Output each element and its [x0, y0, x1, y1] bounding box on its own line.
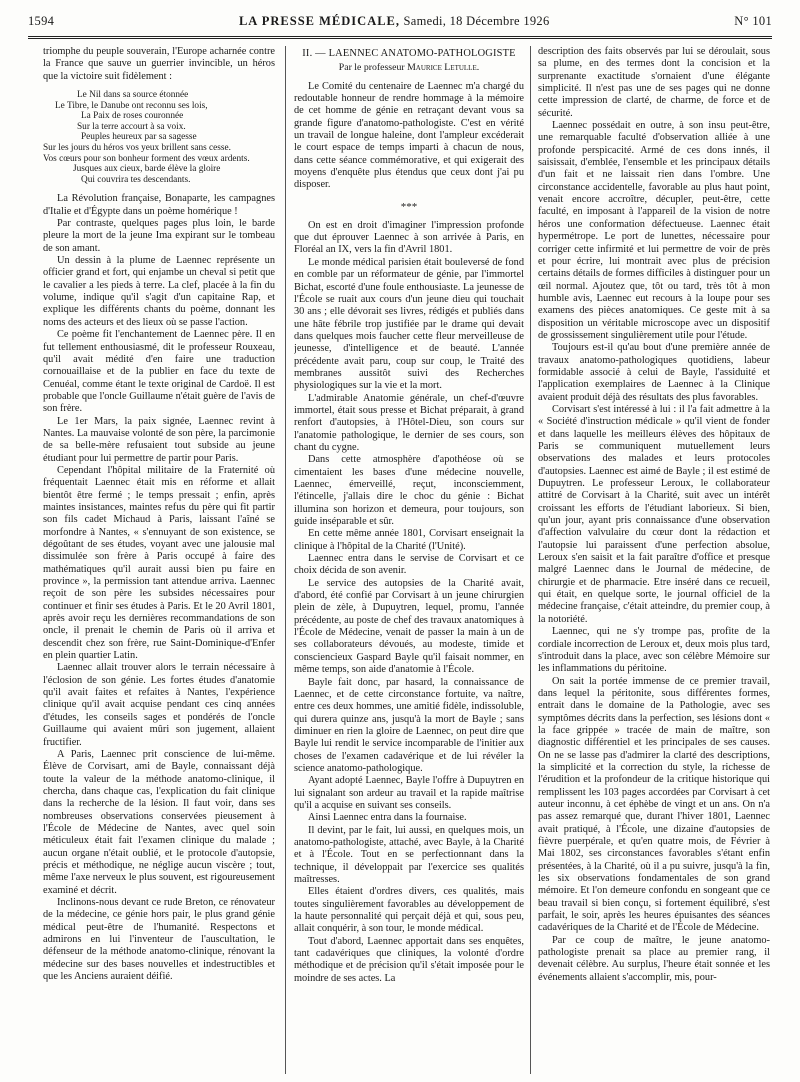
paragraph: Le service des autopsies de la Charité avait, d'abord, été confié par Corvisart à un jeune chirurgien plein de zèle, à Dupuytren, lequel, promu, l'année précédente, au poste de chef des travaux anatomiques à l'École de Médecine, venait de passer la main à un de ses collaborateurs dévoués, au modeste, timide et consciencieux Gaspard Bayle qu'il faisait nommer, en même temps, son aide d'anatomie à l'École. [294, 577, 524, 676]
poem-line: Vos cœurs pour son bonheur forment des vœux ardents. [43, 153, 250, 164]
issue-number: N° 101 [734, 14, 772, 28]
paragraph: Le monde médical parisien était bouleversé de fond en comble par un réformateur de génie, par l'immortel Bichat, escorté d'une foule enthousiaste. La jeunesse de l'École se ruait aux cours d'un jeune dieu qui touchait 30 ans ; elle dévorait ses livres, rédigés et publiés dans une hâte fébrile trop justifiée par le drame qui devait dans quelques mois faucher cette fleur merveilleuse de jeunesse, d'intelligence et de beauté. L'année précédente avait paru, coup sur coup, le Traité des membranes aussitôt suivi des Recherches physiologiques sur la vie et la mort. [294, 256, 524, 392]
author-prefix: Par le professeur [338, 62, 405, 74]
poem-line: Peuples heureux par sa sagesse [81, 132, 197, 143]
issue-date: Samedi, 18 Décembre 1926 [403, 14, 550, 28]
paragraph: triomphe du peuple souverain, l'Europe acharnée contre la France que sauve un guerrier invincible, un héros que la victoire suit fidèlement : [43, 46, 275, 82]
paragraph: Un dessin à la plume de Laennec représente un officier grand et fort, qui enjambe un cheval si petit que le cavalier a les pieds à terre. La clef, placée à la fin du volume, indique qu'il s'agit d'un capitaine Rap, et explique les différents chants du poème, donnant les noms des acteurs et des lieux où se passe l'action. [43, 255, 275, 328]
poem-line: Sur les jours du héros vos yeux brillent sans cesse. [43, 143, 231, 153]
page-number: 1594 [28, 14, 55, 28]
paragraph: Bayle fait donc, par hasard, la connaissance de Laennec, et de cette circonstance fortuite, va naître, entre ces deux hommes, une amitié fidèle, indissoluble, qui durera quinze ans, jusqu'à la mort de Bayle ; sans diminuer en rien la gloire de Laennec, on peut dire que Bayle lui rendit le service incomparable de l'initier aux choses de l'examen cadavérique et de lui révéler la science anatomo-pathologique. [294, 676, 524, 774]
paragraph: L'admirable Anatomie générale, un chef-d'œuvre immortel, était sous presse et Bichat préparait, à grand renfort d'autopsies, à l'Hôtel-Dieu, son cours sur l'anatomie pathologique, le dernier de ses cours, son chant du cygne. [294, 392, 524, 453]
paragraph: Laennec, qui ne s'y trompe pas, profite de la cordiale incorrection de Leroux et, deux mois plus tard, s'introduit dans la place, avec son célèbre Mémoire sur les inflammations du péritoine. [538, 626, 770, 675]
paragraph: Il devint, par le fait, lui aussi, en quelques mois, un anatomo-pathologiste, attaché, avec Bayle, à la Charité et à l'École. Tout en se perfectionnant dans la technique, il développait par l'exercice ses qualités maîtresses. [294, 824, 524, 885]
column-2 [294, 46, 524, 1076]
column-3 [538, 46, 770, 1076]
page-header [28, 14, 772, 34]
author-line [294, 62, 524, 74]
author-name: Maurice Letulle. [407, 62, 480, 74]
paragraph: Ce poème fit l'enchantement de Laennec père. Il en fut tellement enthousiasmé, dit le professeur Rouxeau, qu'il avait médité d'en faire une traduction cornouaillaise et de la publier en face du texte de Cenuéal, comme étant le texte original de Cardoë. Il est probable que l'oncle Guillaume n'était guère de l'avis de son frère. [43, 329, 275, 415]
poem-verse [43, 90, 275, 185]
paragraph: A Paris, Laennec prit conscience de lui-même. Élève de Corvisart, ami de Bayle, connaissant déjà toute la valeur de la méthode anatomo-clinique, il chercha, dans chaque cas, l'explication du fait clinique dans la recherche de la lésion. Il faut voir, dans ses nombreuses observations conservées pieusement à l'École de Médecine de Nantes, avec quel soin méticuleux était fait l'examen clinique du malade ; aucun organe n'était oublié, et le protocole d'autopsie, précis et méthodique, ne néglige aucun viscère ; tout, même l'axe nerveux le plus souvent, est rigoureusement examiné et décrit. [43, 748, 275, 896]
paragraph: description des faits observés par lui se déroulait, sous sa plume, en des termes dont la concision et la surprenante exactitude s'ornaient d'une élégante simplicité. Il n'est pas une de ses pages qui ne donne cette impression de clarté, de charme, de force et de sécurité. [538, 46, 770, 119]
paragraph: Laennec allait trouver alors le terrain nécessaire à l'éclosion de son génie. Les fortes études d'anatomie qu'il avait faites et refaites à Nantes, l'expérience clinique qu'il avait acquise pendant ces cinq années d'études, les conseils sages et pondérés de l'oncle Guillaume qui avaient mûri son jugement, allaient fructifier. [43, 662, 275, 748]
paragraph: Laennec entra dans le servise de Corvisart et ce choix décida de son avenir. [294, 553, 524, 577]
journal-title: LA PRESSE MÉDICALE, [238, 14, 401, 28]
section-title: II. — LAENNEC ANATOMO-PATHOLOGISTE [302, 48, 516, 59]
paragraph: Toujours est-il qu'au bout d'une première année de travaux anatomo-pathologiques quotidiens, labeur formidable associé à celui de Bayle, l'assiduité et l'application exemplaires de Laennec à la Clinique avaient produit déjà des résultats des plus favorables. [538, 342, 770, 403]
paragraph: Ayant adopté Laennec, Bayle l'offre à Dupuytren en lui signalant son ardeur au travail et la rapide maîtrise qu'il a acquise en suivant ses conseils. [294, 775, 524, 811]
poem-line: Qui couvrira tes descendants. [81, 174, 191, 185]
paragraph: Corvisart s'est intéressé à lui : il l'a fait admettre à la « Société d'instruction médicale » qu'il vient de fonder et dans laquelle les meilleurs élèves des hôpitaux de Paris se communiquent mutuellement leurs observations des malades et leurs protocoles d'autopsies. Laennec est aimé de Bayle ; il est estimé de Dupuytren. Le professeur Leroux, le collaborateur attitré de Corvisart à la Charité, suit avec un intérêt croissant les efforts de l'étudiant laborieux. Si bien, qu'un jour, ayant pris connaissance d'une observation d'affection valvulaire du cœur dont la rédaction et l'autopsie lui paraissent d'une perfection absolue, Leroux s'en saisit et la fait paraître d'office et presque malgré Laennec dans le Journal de médecine, de chirurgie et de pharmacie. Etre inséré dans ce recueil, qui était, en quelque sorte, le journal officiel de la médecine française, c'était atteindre, du premier coup, à la notoriété. [538, 403, 770, 625]
paragraph: Le Comité du centenaire de Laennec m'a chargé du redoutable honneur de rendre hommage à la mémoire de cet homme de génie en retraçant devant vous sa grande figure d'anatomo-pathologiste. C'est en vérité un travail de longue haleine, dont l'ampleur excéderait le court espace de temps imparti à chacun de nous, dans cette séance commémorative, et qui exigerait des moyens d'enquête plus étendus que ceux dont j'ai pu disposer. [294, 80, 524, 191]
paragraph: Laennec possédait en outre, à son insu peut-être, une remarquable faculté d'observation alliée à une profonde perspicacité. Armé de ces dons innés, il saisissait, d'emblée, l'ensemble et les principaux détails d'un fait et ne laissait rien dans l'ombre. Une circonstance accidentelle, favorable au plus haut point, venait encore accroître, décupler, peut-être, cette faculté, en imposant à l'appareil de la vision de notre héros une conformation défectueuse. Laennec était hypermétrope. Le port de lunettes, nécessaire pour corriger cette infirmité et lui permettre de voir de près et pour écrire, lui montrait avec plus de précision certains détails de formes difficiles à distinguer pour un œil normal. Ajoutez que, tôt ou tard, très tôt à mon humble avis, Laennec eut recours à la loupe pour ses examens des pièces anatomiques. Ce geste mit à sa disposition un véritable microscope avec un dispositif de grossissement singulièrement utile pour l'étude. [538, 120, 770, 341]
paragraph: Par contraste, quelques pages plus loin, le barde pleure la mort de la jeune Ima expirant sur le tombeau de son amant. [43, 218, 275, 254]
paragraph: Le 1er Mars, la paix signée, Laennec revint à Nantes. La mauvaise volonté de son père, la parcimonie de sa belle-mère refusaient tout subside au jeune étudiant pour lui permettre de partir pour Paris. [43, 415, 275, 464]
poem-line: Le Nil dans sa source étonnée [77, 90, 189, 101]
poem-line: Sur la terre accourt à sa voix. [77, 121, 186, 132]
paragraph: Par ce coup de maître, le jeune anatomo-pathologiste prenait sa place au premier rang, il devenait célèbre. Au surplus, l'heure était sonnée et les événements allaient s'accomplir, mis, pour- [538, 934, 770, 983]
header-rule [28, 36, 772, 39]
asterism: *** [400, 200, 418, 213]
paragraph: Tout d'abord, Laennec apportait dans ses enquêtes, tant cadavériques que cliniques, la volonté d'ordre méthodique et de précision qu'il s'était imposée pour le moindre de ses actes. La [294, 935, 524, 984]
paragraph: Dans cette atmosphère d'apothéose où se cimentaient les bases d'une médecine nouvelle, Laennec, émerveillé, reçut, inconsciemment, l'étincelle, j'allais dire le choc du génie : Bichat illumina son horizon et demeura, pour toujours, son guide inséparable et sûr. [294, 454, 524, 528]
paragraph: On sait la portée immense de ce premier travail, dans lequel la péritonite, sous différentes formes, entrait dans le domaine de la Pathologie, avec ses symptômes décrits dans la perfection, ses lésions dont « la face grippée » tracée de main de maître, son diagnostic différentiel et les principales de ses causes. On ne se lasse pas d'admirer la clarté des descriptions, la simplicité et la correction du style, la richesse de l'érudition et la profondeur de la critique historique qui remplissent les 103 pages accordées par Corvisart à cet auteur inconnu, à cet éphèbe de vingt et un ans. On n'a pas assez remarqué que, durant l'hiver 1801, Laennec avait pratiqué, à l'École, une dizaine d'autopsies de fièvre puerpérale, et qu'en quatre mois, de Février à Mai 1802, ses circonstances favorables s'étant enfin présentées, à la Charité, où il a pu suivre, jusqu'à la fin, les six observations fondamentales de son grand mémoire. Et l'on demeure confondu en songeant que ce beau travail si bien conçu, si fortement équilibré, s'est parfait, le soir, après les heures épuisantes des séances cadavériques de la Charité et de l'École de Médecine. [538, 675, 770, 934]
paragraph: Inclinons-nous devant ce rude Breton, ce rénovateur de la médecine, ce génie hors pair, le plus grand génie médical peut-être de l'humanité. Respectons et admirons en lui l'inventeur de l'auscultation, le défenseur de la méthode anatomo-clinique, rénovant la médecine sur des bases nouvelles et indestructibles et que les Anciens auraient déifié. [43, 896, 275, 983]
paragraph: La Révolution française, Bonaparte, les campagnes d'Italie et d'Égypte dans un poème homérique ! [43, 193, 275, 217]
paragraph: En cette même année 1801, Corvisart enseignait la clinique à l'hôpital de la Charité (l'Unité). [294, 528, 524, 552]
paragraph: Ainsi Laennec entra dans la fournaise. [308, 812, 467, 824]
paragraph: Cependant l'hôpital militaire de la Fraternité où fréquentait Laennec était mis en réforme et allait bientôt être fermé ; le temps pressait ; enfin, après maintes insistances, maintes refus du père qui fit partir son fils cadet Michaud à Paris, laissant l'aîné se morfondre à Nantes, « s'ennuyant de son existence, se dégoûtant de ses études, voyant avec une jalousie mal dissimulée son frère à Paris occupé à faire des mathématiques qu'il aurait aussi bien pu faire en province », la permission tant attendue arriva. Laennec reçoit de son père les subsides nécessaires pour continuer et finir ses études à Paris. Et le 20 Avril 1801, après avoir reçu les dernières recommandations de son oncle, il prenait le chemin de Paris où il arriva et descendit chez son frère, rue Saint-Dominique-d'Enfer en plein quartier Latin. [43, 464, 275, 662]
poem-line: Jusques aux cieux, barde élève la gloire [73, 164, 221, 175]
paragraph: Elles étaient d'ordres divers, ces qualités, mais toutes singulièrement favorables au développement de la haute personnalité qui perçait déjà et qui, sous peu, allait conquérir, à son tour, le monde médical. [294, 886, 524, 935]
poem-line: La Paix de roses couronnée [81, 111, 184, 122]
poem-line: Le Tibre, le Danube ont reconnu ses lois, [55, 100, 208, 111]
column-divider [285, 46, 286, 1074]
paragraph: On est en droit d'imaginer l'impression profonde que dut éprouver Laennec à son arrivée à Paris, en Floréal an IX, vers la fin d'Avril 1801. [294, 219, 524, 256]
column-divider [530, 46, 531, 1074]
column-1 [43, 46, 275, 1076]
